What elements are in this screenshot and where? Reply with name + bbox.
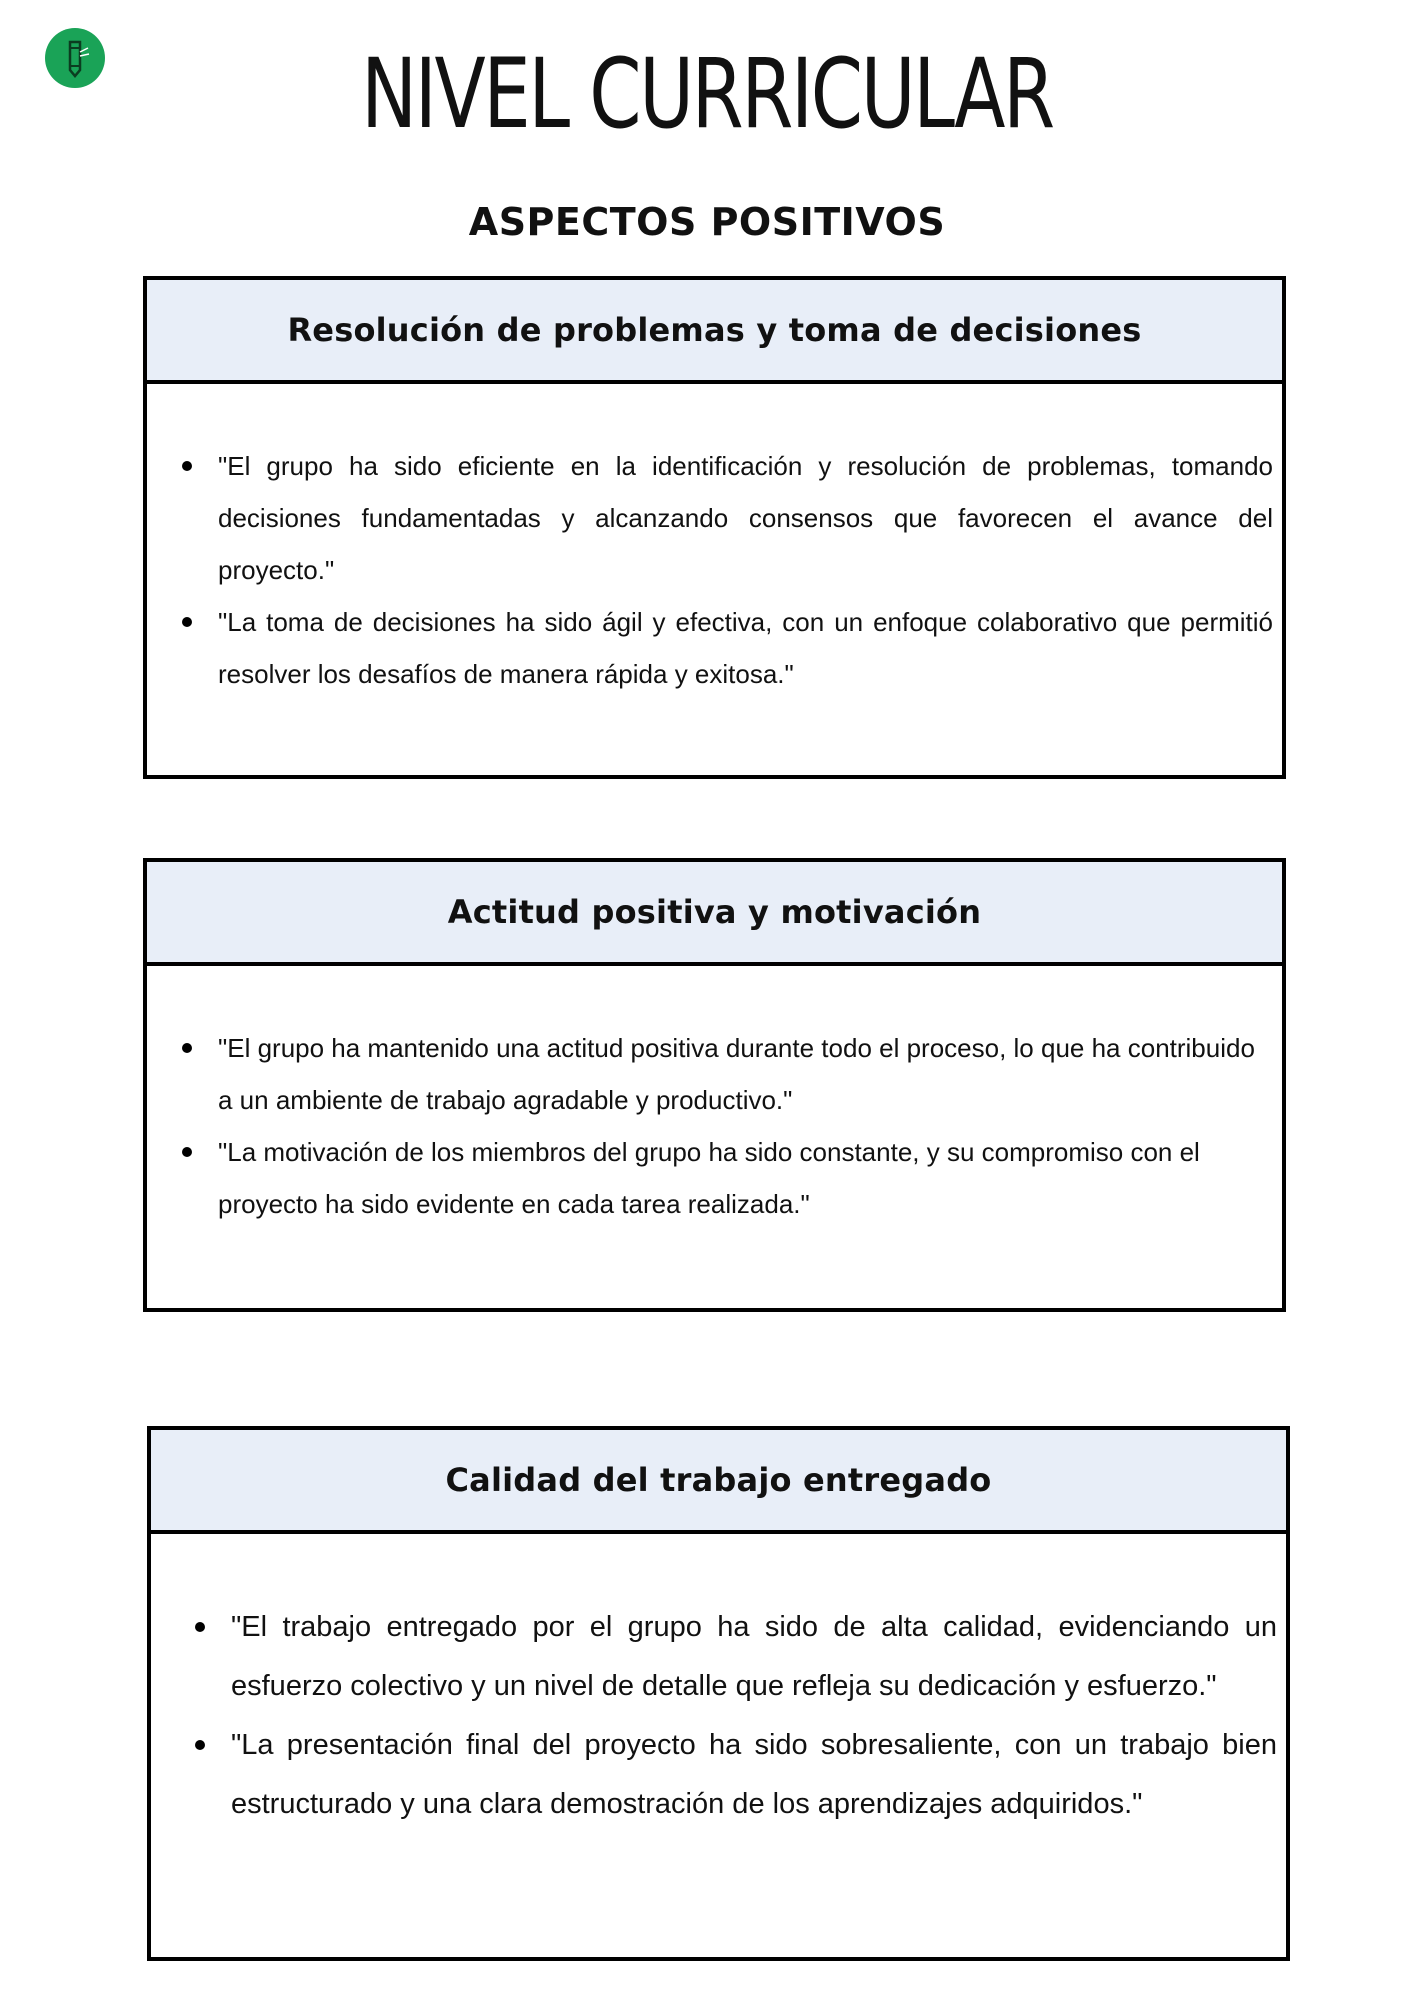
card-title: Actitud positiva y motivación: [447, 893, 982, 931]
list-item: "La toma de decisiones ha sido ágil y efectiva, con un enfoque colaborativo que permitió resolver los desafíos de manera rápida y exitosa.": [218, 596, 1273, 700]
bullet-icon: [195, 1622, 205, 1632]
bullet-icon: [182, 1043, 192, 1053]
list-item: "La motivación de los miembros del grupo ha sido constante, y su compromiso con el proyecto ha sido evidente en cada tarea realizada.": [218, 1126, 1273, 1230]
list-item: "El trabajo entregado por el grupo ha sido de alta calidad, evidenciando un esfuerzo colectivo y un nivel de detalle que refleja su dedicación y esfuerzo.": [231, 1598, 1277, 1716]
card-header: [147, 862, 1282, 966]
bullet-list: [147, 966, 1282, 1230]
card-title: Calidad del trabajo entregado: [445, 1461, 992, 1499]
list-item: "El grupo ha sido eficiente en la identificación y resolución de problemas, tomando decisiones fundamentadas y alcanzando consensos que favorecen el avance del proyecto.": [218, 440, 1273, 596]
bullet-icon: [182, 461, 192, 471]
list-item: "El grupo ha mantenido una actitud positiva durante todo el proceso, lo que ha contribuido a un ambiente de trabajo agradable y productivo.": [218, 1022, 1273, 1126]
card-header: [151, 1430, 1286, 1534]
page-subtitle: ASPECTOS POSITIVOS: [468, 200, 946, 244]
bullet-icon: [182, 1147, 192, 1157]
bullet-list: [151, 1534, 1286, 1834]
bullet-icon: [195, 1740, 205, 1750]
card-problem-solving: [143, 276, 1286, 779]
card-attitude-motivation: [143, 858, 1286, 1312]
pencil-logo-icon: [58, 38, 92, 78]
list-item: "La presentación final del proyecto ha sido sobresaliente, con un trabajo bien estructurado y una clara demostración de los aprendizajes adquiridos.": [231, 1716, 1277, 1834]
card-work-quality: [147, 1426, 1290, 1961]
bullet-list: [147, 384, 1282, 700]
logo: [45, 28, 105, 88]
bullet-icon: [182, 617, 192, 627]
page-title: NIVEL CURRICULAR: [361, 38, 1053, 150]
card-title: Resolución de problemas y toma de decisiones: [287, 311, 1142, 349]
card-header: [147, 280, 1282, 384]
